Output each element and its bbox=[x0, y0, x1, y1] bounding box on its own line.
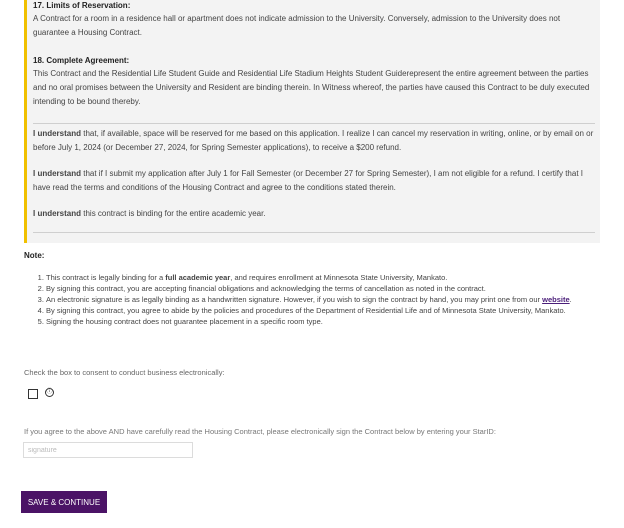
consent-checkbox[interactable] bbox=[28, 389, 38, 399]
note-1-bold: full academic year bbox=[165, 273, 231, 282]
understand-2-text: that if I submit my application after July 1 for Fall Semester (or December 27 for Spring Semester), I am not eligible for a refund. I certify that I have read the terms and conditions of the Housing Contract and agree to the conditions stated therein. bbox=[33, 169, 583, 192]
note-title: Note: bbox=[24, 251, 45, 260]
list-item bbox=[46, 294, 618, 305]
note-1-text-end: , and requires enrollment at Minnesota State University, Mankato. bbox=[230, 273, 448, 282]
section-17-title: 17. Limits of Reservation: bbox=[33, 1, 131, 10]
consent-label: Check the box to consent to conduct business electronically: bbox=[24, 368, 225, 377]
save-continue-button[interactable]: SAVE & CONTINUE bbox=[21, 491, 107, 513]
list-item bbox=[46, 272, 618, 283]
list-item: 2. By signing this contract, you are accepting financial obligations and acknowledging the terms of cancellation as noted in the contract. bbox=[46, 283, 618, 294]
understand-3-text: this contract is binding for the entire academic year. bbox=[81, 209, 266, 218]
signature-input[interactable] bbox=[23, 442, 193, 458]
section-18 bbox=[33, 55, 595, 109]
website-link[interactable]: website bbox=[542, 295, 570, 304]
note-1-text: This contract is legally binding for a bbox=[46, 273, 166, 282]
divider bbox=[33, 123, 595, 124]
contract-terms-panel bbox=[24, 0, 600, 243]
divider bbox=[33, 232, 595, 233]
understand-statement-3 bbox=[33, 207, 595, 221]
info-icon[interactable]: ⓘ bbox=[46, 389, 53, 395]
understand-statement-1 bbox=[33, 127, 595, 155]
understand-bold: I understand bbox=[33, 129, 82, 138]
understand-bold: I understand bbox=[33, 209, 82, 218]
list-item: 4. By signing this contract, you agree to abide by the policies and procedures of the Department of Residential Life and of Minnesota State University, Mankato. bbox=[46, 305, 618, 316]
section-18-title: 18. Complete Agreement: bbox=[33, 56, 130, 65]
section-17-body: A Contract for a room in a residence hall or apartment does not indicate admission to the University. Conversely, admission to the University does not guarantee a Housing Contract. bbox=[33, 14, 561, 37]
section-17 bbox=[33, 0, 595, 40]
note-3-text-end: . bbox=[569, 295, 572, 304]
note-3-text: An electronic signature is as legally binding as a handwritten signature. However, if you wish to sign the contract by hand, you may print one from our bbox=[46, 295, 543, 304]
understand-bold: I understand bbox=[33, 169, 82, 178]
signature-instruction: If you agree to the above AND have carefully read the Housing Contract, please electronically sign the Contract below by entering your StarID: bbox=[24, 427, 496, 436]
understand-statement-2 bbox=[33, 167, 595, 195]
list-item: 5. Signing the housing contract does not guarantee placement in a specific room type. bbox=[46, 316, 618, 327]
notes-list bbox=[24, 272, 618, 327]
section-18-body: This Contract and the Residential Life Student Guide and Residential Life Stadium Heights Student Guiderepresent the entire agreement between the parties and no oral promises between the University and Resident are binding therein. In Witness whereof, the parties have caused this Contract to be duly executed intending to be bound thereby. bbox=[33, 69, 590, 106]
understand-1-text: that, if available, space will be reserved for me based on this application. I realize I can cancel my reservation in writing, online, or by email on or before July 1, 2024 (or December 27, 2024, for Spring Semester applications), to receive a $200 refund. bbox=[33, 129, 594, 152]
